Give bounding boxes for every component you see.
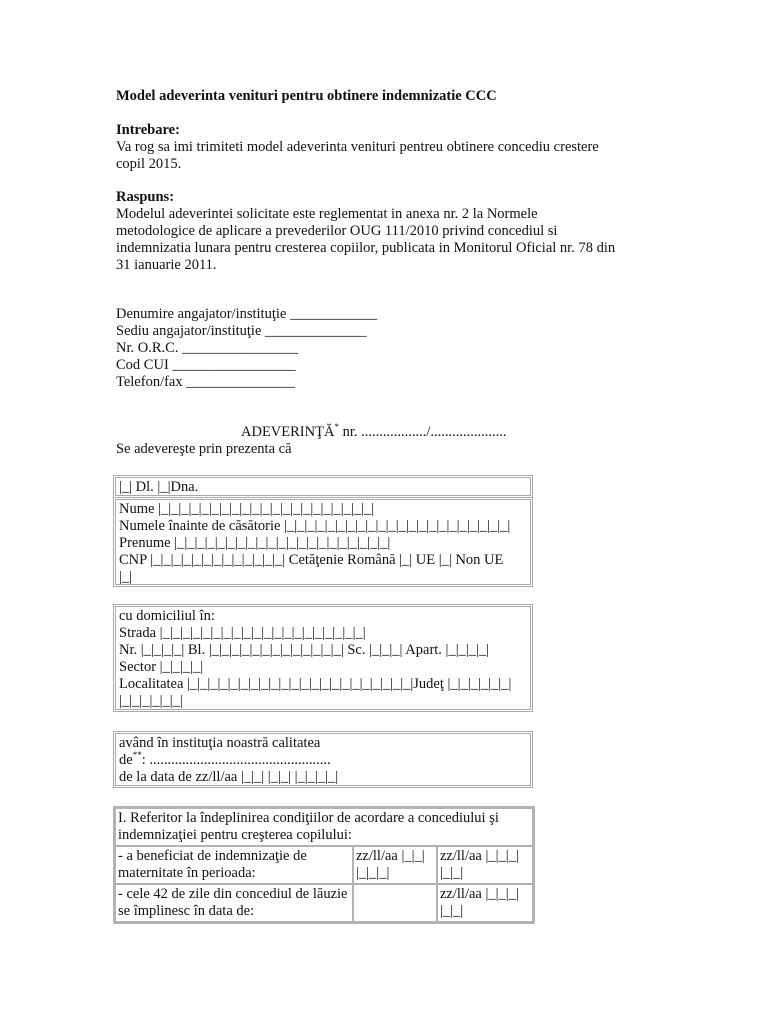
locality-county-field[interactable]: Localitatea |_|_|_|_|_|_|_|_|_|_|_|_|_|_|_|_|_|_|_|_|_|_|Judeţ |_|_|_|_|_|_| bbox=[119, 676, 512, 692]
maternity-label: - a beneficiat de indemnizaţie de maternitate în perioada: bbox=[115, 846, 353, 884]
answer-line: 31 ianuarie 2011. bbox=[116, 257, 217, 273]
question-heading: Intrebare: bbox=[116, 122, 180, 138]
position-field[interactable] bbox=[119, 752, 527, 769]
surname-field[interactable]: Nume |_|_|_|_|_|_|_|_|_|_|_|_|_|_|_|_|_|_|_|_|_| bbox=[119, 501, 375, 517]
conditions-table bbox=[113, 806, 535, 924]
maiden-name-field[interactable]: Numele înainte de căsătorie |_|_|_|_|_|_|_|_|_|_|_|_|_|_|_|_|_|_|_|_|_|_| bbox=[119, 518, 511, 534]
question-text bbox=[116, 139, 656, 173]
position-box bbox=[113, 731, 533, 788]
maternity-end-date[interactable]: zz/ll/aa |_|_|_| |_|_| bbox=[437, 846, 533, 884]
employer-fields bbox=[116, 306, 656, 391]
salutation-checkboxes[interactable]: |_| Dl. |_|Dna. bbox=[119, 479, 199, 495]
footnote-mark-double: ** bbox=[132, 750, 142, 761]
certificate-heading bbox=[241, 424, 507, 441]
first-name-field[interactable]: Prenume |_|_|_|_|_|_|_|_|_|_|_|_|_|_|_|_|_|_|_|_|_| bbox=[119, 535, 391, 551]
orc-number-field[interactable]: Nr. O.R.C. ________________ bbox=[116, 340, 299, 356]
answer-line: Modelul adeverintei solicitate este reglementat in anexa nr. 2 la Normele bbox=[116, 206, 538, 222]
certificate-intro: Se adevereşte prin prezenta că bbox=[116, 441, 292, 457]
question-line: copil 2015. bbox=[116, 156, 182, 172]
start-date-field[interactable]: de la data de zz/ll/aa |_|_| |_|_| |_|_|_|_| bbox=[119, 769, 339, 785]
employer-name-field[interactable]: Denumire angajator/instituţie ____________ bbox=[116, 306, 377, 322]
address-label: cu domiciliul în: bbox=[119, 608, 215, 624]
cnp-citizenship-field[interactable]: CNP |_|_|_|_|_|_|_|_|_|_|_|_|_| Cetăţenie Română |_| UE |_| Non UE bbox=[119, 552, 504, 568]
certificate-heading-word: ADEVERINŢĂ bbox=[241, 424, 335, 440]
question-line: Va rog sa imi trimiteti model adeverinta venituri pentreu obtinere concediu crestere bbox=[116, 139, 599, 155]
identity-box bbox=[113, 497, 533, 587]
answer-text bbox=[116, 206, 656, 274]
postpartum-date[interactable]: zz/ll/aa |_|_|_| |_|_| bbox=[437, 884, 533, 922]
county-field-continued[interactable]: |_|_|_|_|_|_| bbox=[119, 693, 183, 709]
cui-code-field[interactable]: Cod CUI _________________ bbox=[116, 357, 296, 373]
certificate-number-field[interactable]: nr. ................../..................... bbox=[338, 424, 507, 440]
position-value[interactable]: : .................................................. bbox=[141, 752, 331, 768]
answer-line: metodologice de aplicare a prevederilor OUG 111/2010 privind concediul si bbox=[116, 223, 558, 239]
building-field[interactable]: Nr. |_|_|_|_| Bl. |_|_|_|_|_|_|_|_|_|_|_|_|_| Sc. |_|_|_| Apart. |_|_|_|_| bbox=[119, 642, 490, 658]
street-field[interactable]: Strada |_|_|_|_|_|_|_|_|_|_|_|_|_|_|_|_|_|_|_|_| bbox=[119, 625, 366, 641]
table-row bbox=[115, 846, 533, 884]
document-title: Model adeverinta venituri pentru obtinere indemnizatie CCC bbox=[116, 88, 497, 104]
sector-field[interactable]: Sector |_|_|_|_| bbox=[119, 659, 204, 675]
phone-fax-field[interactable]: Telefon/fax _______________ bbox=[116, 374, 295, 390]
salutation-box bbox=[113, 475, 533, 498]
maternity-start-date[interactable]: zz/ll/aa |_|_| |_|_|_| bbox=[353, 846, 437, 884]
footnote-mark: * bbox=[334, 422, 339, 433]
conditions-heading: I. Referitor la îndeplinirea condiţiilor de acordare a concediului şi indemnizaţiei pentru creşterea copilului: bbox=[115, 808, 533, 846]
answer-heading: Raspuns: bbox=[116, 189, 175, 205]
address-box bbox=[113, 604, 533, 712]
postpartum-empty-cell bbox=[353, 884, 437, 922]
employer-seat-field[interactable]: Sediu angajator/instituţie ______________ bbox=[116, 323, 367, 339]
position-label: având în instituţia noastră calitatea bbox=[119, 735, 321, 751]
answer-line: indemnizatia lunara pentru cresterea copiilor, publicata in Monitorul Oficial nr. 78 din bbox=[116, 240, 616, 256]
non-ue-checkbox[interactable]: |_| bbox=[119, 569, 133, 585]
postpartum-label: - cele 42 de zile din concediul de lăuzie se împlinesc în data de: bbox=[115, 884, 353, 922]
position-label-start: de bbox=[119, 752, 133, 768]
table-row bbox=[115, 884, 533, 922]
